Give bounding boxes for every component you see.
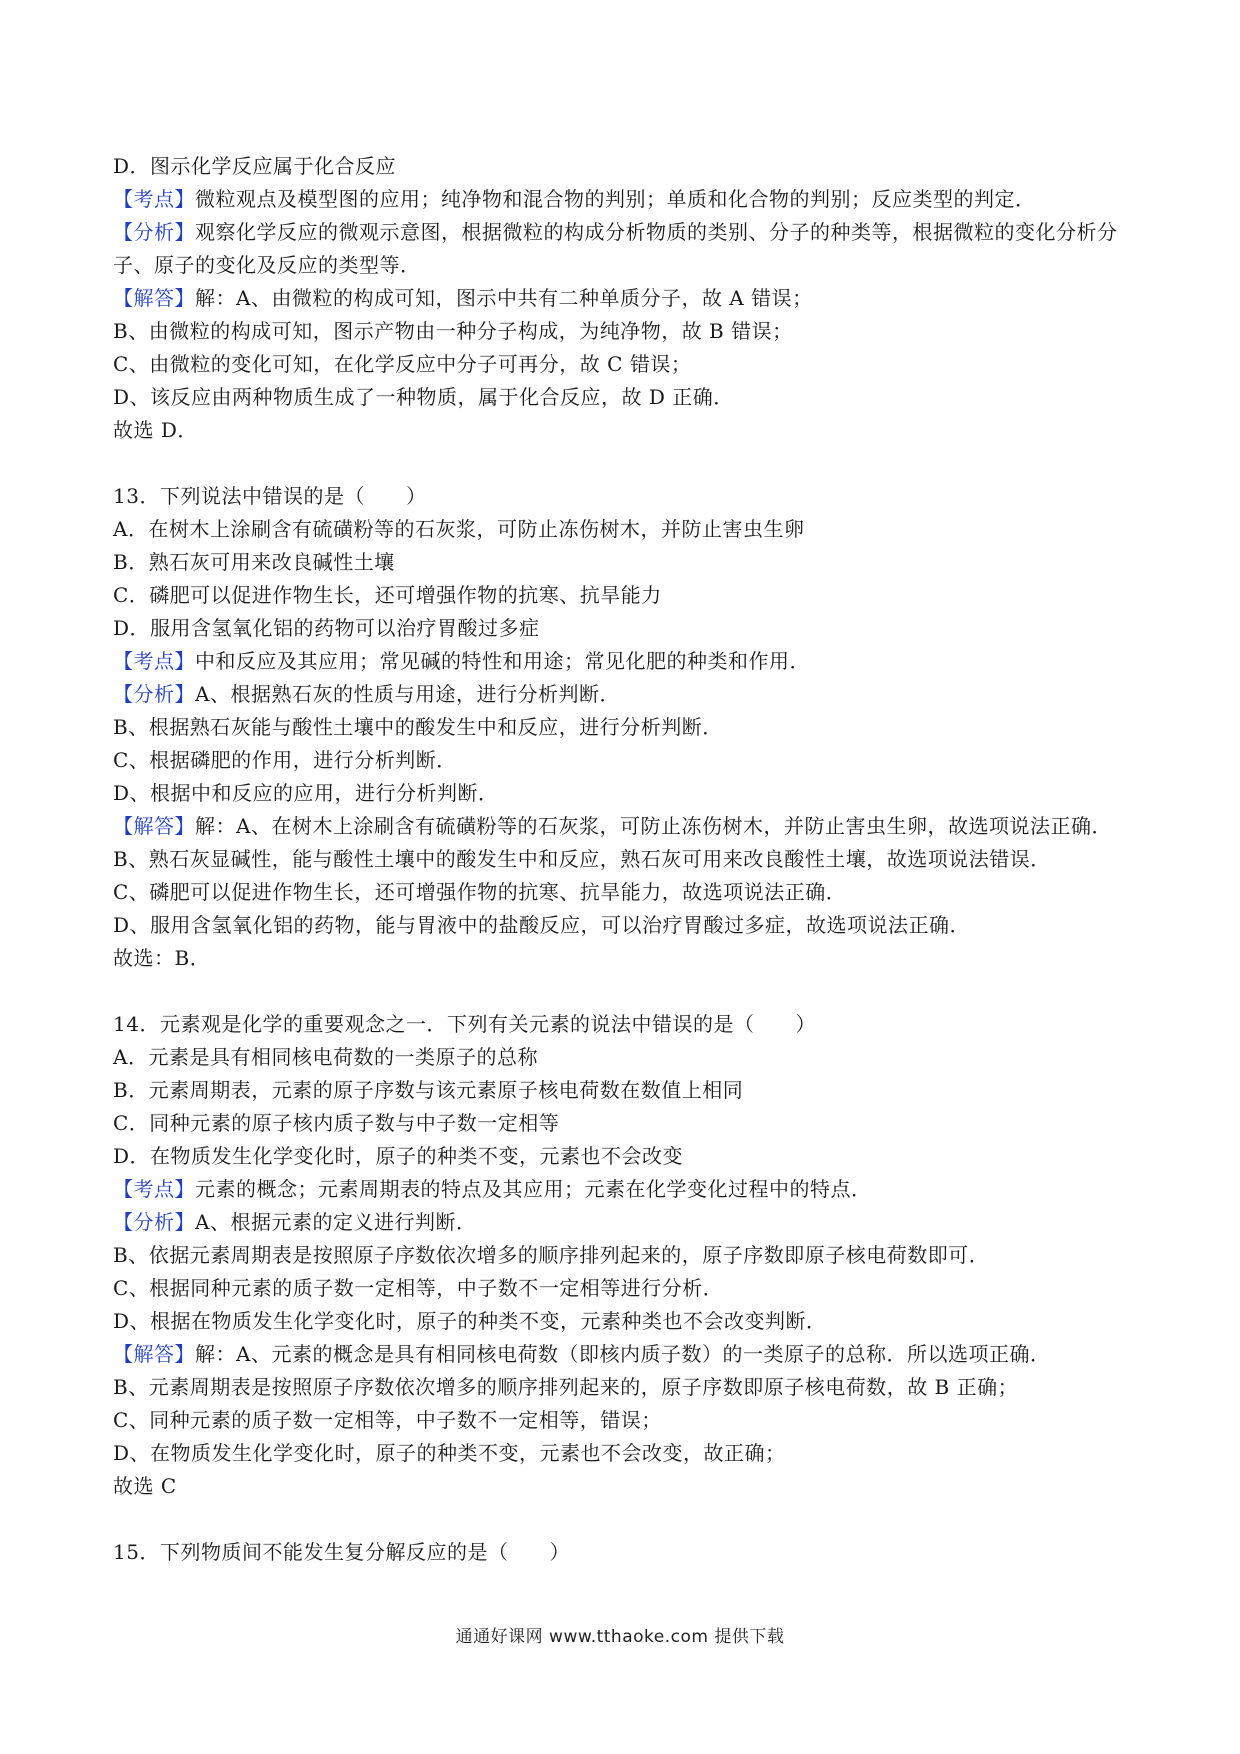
fenxi-text: 观察化学反应的微观示意图，根据微粒的构成分析物质的类别、分子的种类等，根据微粒的变化分析分子、原子的变化及反应的类型等． [113,220,1118,277]
spacer [113,975,1143,1008]
kaodian-text: 元素的概念；元素周期表的特点及其应用；元素在化学变化过程中的特点． [195,1177,872,1201]
q13-fenxi-2: B、根据熟石灰能与酸性土壤中的酸发生中和反应，进行分析判断． [113,715,723,739]
q12-jieda-2: B、由微粒的构成可知，图示产物由一种分子构成，为纯净物，故 B 错误； [113,319,793,343]
q14-jieda-4: D、在物质发生化学变化时，原子的种类不变，元素也不会改变，故正确； [113,1441,786,1465]
page-footer: 通通好课网 www.tthaoke.com 提供下载 [455,1627,785,1647]
q14-option-b: B．元素周期表，元素的原子序数与该元素原子核电荷数在数值上相同 [113,1078,744,1102]
jieda-tag: 【解答】 [113,1342,195,1366]
q14-fenxi-1 [113,1206,1143,1239]
q12-kaodian [113,183,1143,216]
q14-jieda-2: B、元素周期表是按照原子序数依次增多的顺序排列起来的，原子序数即原子核电荷数，故 B 正确； [113,1375,1019,1399]
kaodian-tag: 【考点】 [113,187,195,211]
kaodian-text: 中和反应及其应用；常见碱的特性和用途；常见化肥的种类和作用． [195,649,810,673]
q13-jieda-4: D、服用含氢氧化铝的药物，能与胃液中的盐酸反应，可以治疗胃酸过多症，故选项说法正确． [113,913,971,937]
q13-option-c: C．磷肥可以促进作物生长，还可增强作物的抗寒、抗旱能力 [113,583,662,607]
q14-option-a: A．元素是具有相同核电荷数的一类原子的总称 [113,1045,538,1069]
fenxi-tag: 【分析】 [113,220,195,244]
q15-stem: 15．下列物质间不能发生复分解反应的是（ ） [113,1540,570,1564]
q14-kaodian [113,1173,1143,1206]
q14-jieda-3: C、同种元素的质子数一定相等，中子数不一定相等，错误； [113,1408,662,1432]
q13-fenxi-3: C、根据磷肥的作用，进行分析判断． [113,748,457,772]
q12-jieda-3: C、由微粒的变化可知，在化学反应中分子可再分，故 C 错误； [113,352,692,376]
q14-answer: 故选 C [113,1474,177,1498]
q14-option-c: C．同种元素的原子核内质子数与中子数一定相等 [113,1111,560,1135]
fenxi-tag: 【分析】 [113,1210,195,1234]
q12-jieda-1 [113,282,1143,315]
q13-answer: 故选：B． [113,946,211,970]
spacer [113,1503,1143,1536]
q13-option-b: B．熟石灰可用来改良碱性土壤 [113,550,395,574]
q12-answer: 故选 D． [113,418,198,442]
q14-jieda-1 [113,1338,1143,1371]
jieda-text: 解：A、由微粒的构成可知，图示中共有二种单质分子，故 A 错误； [195,286,813,310]
kaodian-tag: 【考点】 [113,1177,195,1201]
kaodian-tag: 【考点】 [113,649,195,673]
q13-jieda-2: B、熟石灰显碱性，能与酸性土壤中的酸发生中和反应，熟石灰可用来改良酸性土壤，故选项说法错误． [113,847,1051,871]
q13-option-d: D．服用含氢氧化铝的药物可以治疗胃酸过多症 [113,616,540,640]
q13-option-a: A．在树木上涂刷含有硫磺粉等的石灰浆，可防止冻伤树木，并防止害虫生卵 [113,517,805,541]
q13-jieda-1 [113,810,1143,843]
q14-option-d: D．在物质发生化学变化时，原子的种类不变，元素也不会改变 [113,1144,684,1168]
q14-fenxi-3: C、根据同种元素的质子数一定相等，中子数不一定相等进行分析． [113,1276,724,1300]
q13-fenxi-1 [113,678,1143,711]
q13-stem: 13．下列说法中错误的是（ ） [113,484,427,508]
jieda-text: 解：A、元素的概念是具有相同核电荷数（即核内质子数）的一类原子的总称．所以选项正确． [195,1342,1051,1366]
q12-fenxi [113,216,1143,282]
jieda-tag: 【解答】 [113,814,195,838]
q14-stem: 14．元素观是化学的重要观念之一．下列有关元素的说法中错误的是（ ） [113,1012,816,1036]
fenxi-text: A、根据熟石灰的性质与用途，进行分析判断． [195,682,620,706]
page-content [113,150,1143,1569]
q12-option-d: D．图示化学反应属于化合反应 [113,154,397,178]
jieda-text: 解：A、在树木上涂刷含有硫磺粉等的石灰浆，可防止冻伤树木，并防止害虫生卵，故选项说法正确． [195,814,1112,838]
q13-jieda-3: C、磷肥可以促进作物生长，还可增强作物的抗寒、抗旱能力，故选项说法正确． [113,880,847,904]
kaodian-text: 微粒观点及模型图的应用；纯净物和混合物的判别；单质和化合物的判别；反应类型的判定． [195,187,1036,211]
fenxi-text: A、根据元素的定义进行判断． [195,1210,477,1234]
fenxi-tag: 【分析】 [113,682,195,706]
jieda-tag: 【解答】 [113,286,195,310]
spacer [113,447,1143,480]
q14-fenxi-4: D、根据在物质发生化学变化时，原子的种类不变，元素种类也不会改变判断． [113,1309,827,1333]
q14-fenxi-2: B、依据元素周期表是按照原子序数依次增多的顺序排列起来的，原子序数即原子核电荷数即可． [113,1243,990,1267]
q13-fenxi-4: D、根据中和反应的应用，进行分析判断． [113,781,499,805]
q12-jieda-4: D、该反应由两种物质生成了一种物质，属于化合反应，故 D 正确． [113,385,734,409]
q13-kaodian [113,645,1143,678]
